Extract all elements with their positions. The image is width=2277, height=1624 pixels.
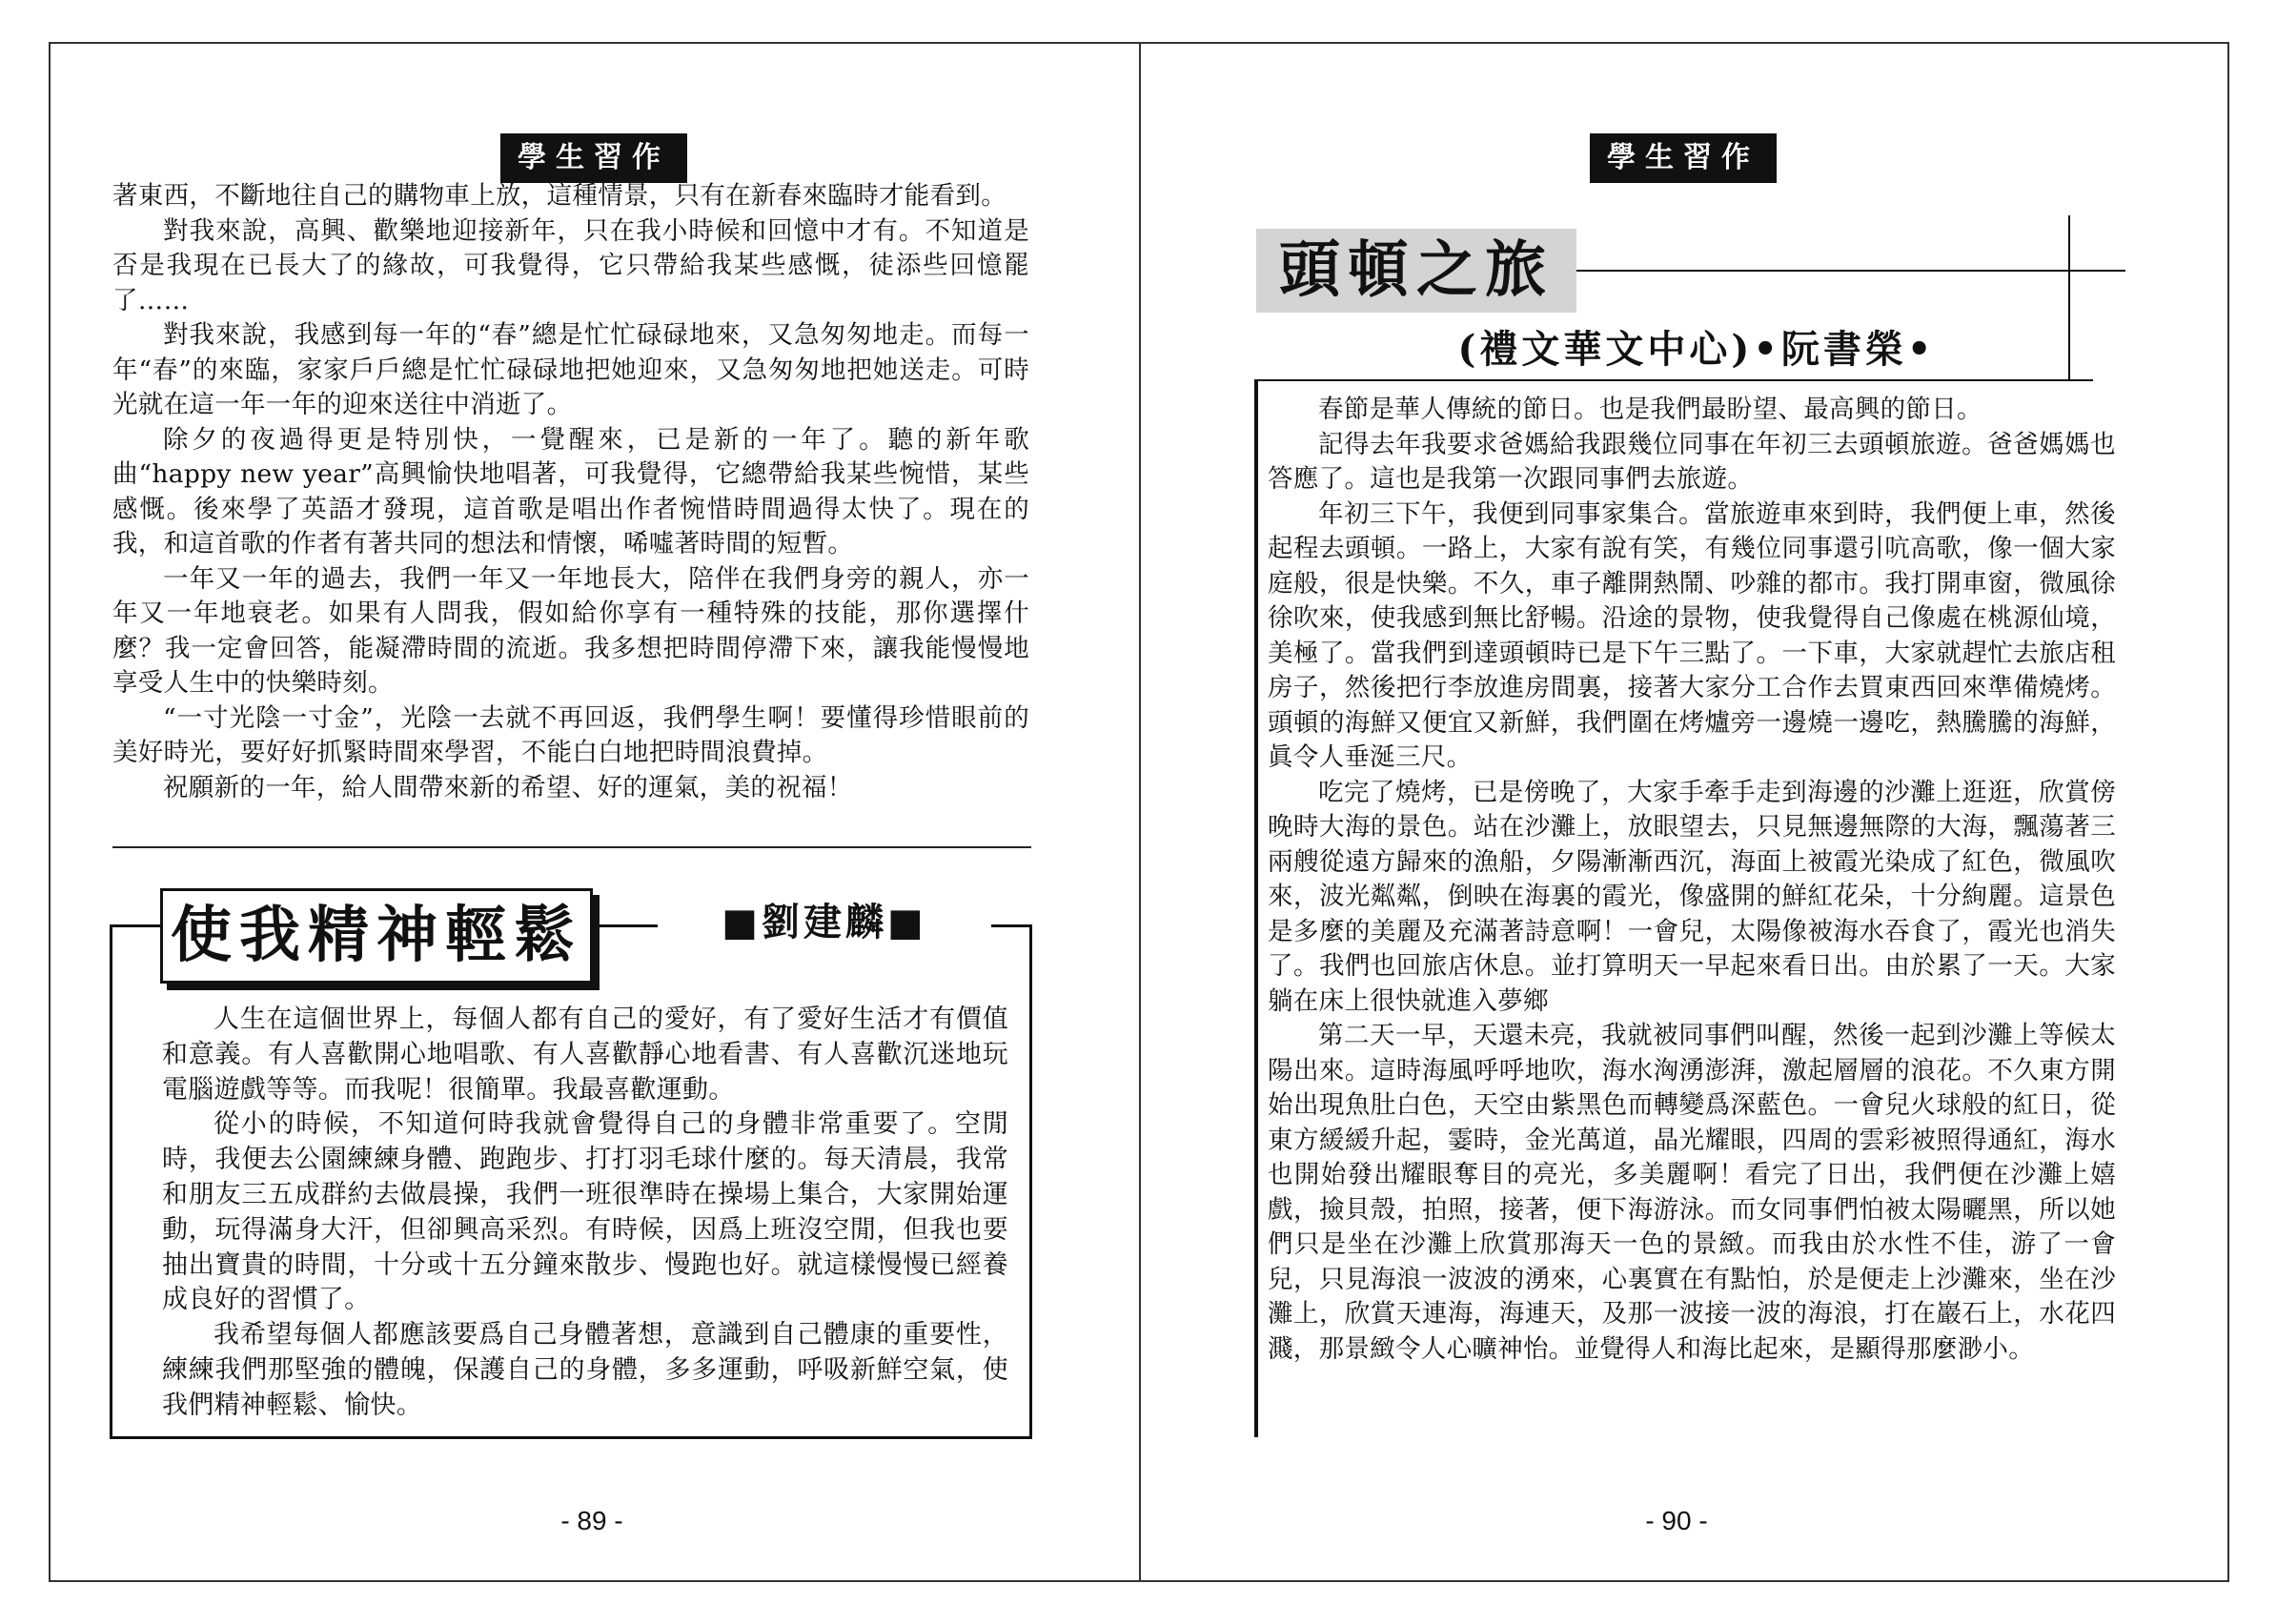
paragraph: 除夕的夜過得更是特別快，一覺醒來，已是新的一年了。聽的新年歌曲“happy new year”高興愉快地唱著，可我覺得，它總帶給我某些惋惜，某些感慨。後來學了英語才發現，這首歌是唱出作者惋惜時間過得太快了。現在的我，和這首歌的作者有著共同的想法和情懷，唏噓著時間的短暫。 (112, 424, 1029, 558)
paragraph: 吃完了燒烤，已是傍晚了，大家手牽手走到海邊的沙灘上逛逛，欣賞傍晚時大海的景色。站在沙灘上，放眼望去，只見無邊無際的大海，飄蕩著三兩艘從遠方歸來的漁船，夕陽漸漸西沉，海面上被霞光染成了紅色，微風吹來，波光粼粼，倒映在海裏的霞光，像盛開的鮮紅花朵，十分絢麗。這景色是多麼的美麗及充滿著詩意啊！一會兒，太陽像被海水吞食了，霞光也消失了。我們也回旅店休息。並打算明天一早起來看日出。由於累了一天。大家躺在床上很快就進入夢鄉 (1268, 777, 2116, 1016)
essay-box-left-rule (1254, 379, 1258, 1437)
essay-author: (禮文華文中心)•阮書榮• (1457, 327, 1936, 372)
paragraph: 我希望每個人都應該要爲自己身體著想，意識到自己體康的重要性，練練我們那堅強的體魄，保護自己的身體，多多運動，呼吸新鮮空氣，使我們精神輕鬆、愉快。 (162, 1320, 1008, 1420)
section-label: 學生習作 (1590, 133, 1777, 183)
section-divider (112, 846, 1031, 848)
paragraph: “一寸光陰一寸金”，光陰一去就不再回返，我們學生啊！要懂得珍惜眼前的美好時光，要好好抓緊時間來學習，不能白白地把時間浪費掉。 (112, 702, 1029, 767)
section-label: 學生習作 (500, 133, 687, 183)
paragraph: 對我來說，我感到每一年的“春”總是忙忙碌碌地來，又急匆匆地走。而每一年“春”的來臨，家家戶戶總是忙忙碌碌地把她迎來，又急匆匆地把她送走。可時光就在這一年一年的迎來送往中消逝了。 (112, 320, 1029, 419)
title-vertical-rule (2068, 215, 2070, 381)
paragraph: 年初三下午，我便到同事家集合。當旅遊車來到時，我們便上車，然後起程去頭頓。一路上，大家有說有笑，有幾位同事還引吭高歌，像一個大家庭般，很是快樂。不久，車子離開熱鬧、吵雜的都市。我打開車窗，微風徐徐吹來，使我感到無比舒暢。沿途的景物，使我覺得自己像處在桃源仙境，美極了。當我們到達頭頓時已是下午三點了。一下車，大家就趕忙去旅店租房子，然後把行李放進房間裏，接著大家分工合作去買東西回來準備燒烤。頭頓的海鮮又便宜又新鮮，我們圍在烤爐旁一邊燒一邊吃，熱騰騰的海鮮，眞令人垂涎三尺。 (1268, 498, 2116, 772)
essay-body (1268, 393, 2116, 1367)
paragraph: 春節是華人傳統的節日。也是我們最盼望、最高興的節日。 (1318, 395, 1982, 424)
essay-title: 頭頓之旅 (1256, 229, 1576, 313)
essay-continued-text (112, 179, 1029, 805)
essay-title: 使我精神輕鬆 (160, 888, 593, 984)
essay-author: ■劉建麟■ (658, 896, 991, 949)
paragraph: 一年又一年的過去，我們一年又一年地長大，陪伴在我們身旁的親人，亦一年又一年地衰老。如果有人問我，假如給你享有一種特殊的技能，那你選擇什麼？我一定會回答，能凝滯時間的流逝。我多想把時間停滯下來，讓我能慢慢地享受人生中的快樂時刻。 (112, 563, 1029, 698)
essay-body (162, 1003, 1008, 1424)
page-number: - 90 - (1645, 1506, 1708, 1535)
paragraph: 人生在這個世界上，每個人都有自己的愛好，有了愛好生活才有價值和意義。有人喜歡開心地唱歌、有人喜歡靜心地看書、有人喜歡沉迷地玩電腦遊戲等等。而我呢！很簡單。我最喜歡運動。 (162, 1005, 1008, 1105)
paragraph: 祝願新的一年，給人間帶來新的希望、好的運氣，美的祝福！ (163, 772, 853, 802)
page-number: - 89 - (560, 1506, 623, 1535)
title-rule (1576, 270, 2125, 272)
paragraph: 著東西，不斷地往自己的購物車上放，這種情景，只有在新春來臨時才能看到。 (112, 181, 1006, 211)
paragraph: 對我來說，高興、歡樂地迎接新年，只在我小時候和回憶中才有。不知道是否是我現在已長大了的緣故，可我覺得，它只帶給我某些感慨，徒添些回憶罷了…… (112, 215, 1029, 315)
paragraph: 第二天一早，天還未亮，我就被同事們叫醒，然後一起到沙灘上等候太陽出來。這時海風呼呼地吹，海水洶湧澎湃，激起層層的浪花。不久東方開始出現魚肚白色，天空由紫黑色而轉變爲深藍色。一會兒火球般的紅日，從東方緩緩升起，霎時，金光萬道，晶光耀眼，四周的雲彩被照得通紅，海水也開始發出耀眼奪目的亮光，多美麗啊！看完了日出，我們便在沙灘上嬉戲，撿貝殼，拍照，接著，便下海游泳。而女同事們怕被太陽曬黑，所以她們只是坐在沙灘上欣賞那海天一色的景緻。而我由於水性不佳，游了一會兒，只見海浪一波波的湧來，心裏實在有點怕，於是便走上沙灘來，坐在沙灘上，欣賞天連海，海連天，及那一波接一波的海浪，打在巖石上，水花四濺，那景緻令人心曠神怡。並覺得人和海比起來，是顯得那麼渺小。 (1268, 1021, 2116, 1364)
paragraph: 從小的時候，不知道何時我就會覺得自己的身體非常重要了。空閒時，我便去公園練練身體、跑跑步、打打羽毛球什麼的。每天清晨，我常和朋友三五成群約去做晨操，我們一班很準時在操場上集合，大家開始運動，玩得滿身大汗，但卻興高采烈。有時候，因爲上班沒空閒，但我也要抽出寶貴的時間，十分或十五分鐘來散步、慢跑也好。就這樣慢慢已經養成良好的習慣了。 (162, 1109, 1008, 1315)
paragraph: 記得去年我要求爸媽給我跟幾位同事在年初三去頭頓旅遊。爸爸媽媽也答應了。這也是我第一次跟同事們去旅遊。 (1268, 429, 2116, 494)
essay-box-top-rule (1254, 379, 2093, 381)
